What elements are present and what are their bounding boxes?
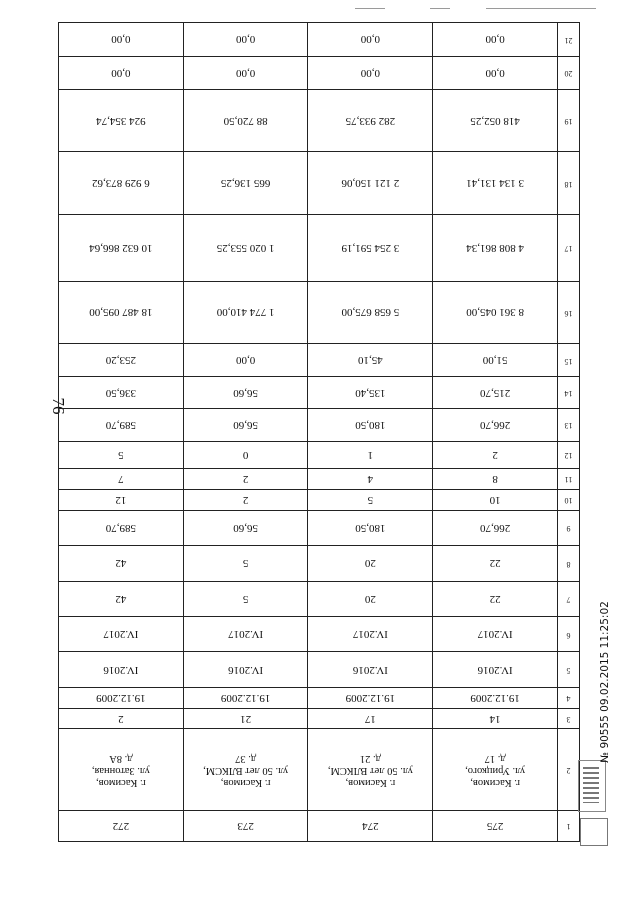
table-cell: 924 354,74 [59, 89, 184, 152]
column-number: 12 [558, 441, 580, 468]
table-cell: 5 [59, 441, 184, 468]
table-cell: IV.2017 [183, 616, 308, 651]
address-cell [59, 729, 184, 810]
table-row [59, 469, 580, 490]
column-number: 14 [558, 377, 580, 408]
table-cell: 42 [59, 581, 184, 616]
table-row [59, 810, 580, 841]
address-line: ул. 50 лет ВЛКСМ, [203, 764, 289, 776]
stamp-text: № 90555 09.02.2015 11:25:02 [599, 601, 611, 763]
column-number: 16 [558, 281, 580, 344]
table-cell: 0,00 [59, 23, 184, 57]
table-cell: 0,00 [183, 23, 308, 57]
table-row [59, 214, 580, 281]
table-row [59, 489, 580, 510]
column-number: 4 [558, 687, 580, 708]
table-cell: IV.2017 [59, 616, 184, 651]
address-line: г. Касимов, [220, 776, 271, 788]
address-line: г. Касимов, [96, 776, 146, 788]
table-cell: 22 [433, 581, 558, 616]
table-cell: 273 [183, 810, 308, 841]
table-row [59, 546, 580, 581]
table-cell: 5 [183, 546, 308, 581]
address-line: ул. 50 лет ВЛКСМ, [327, 764, 413, 776]
table-cell: IV.2017 [433, 616, 558, 651]
table-cell: 88 720,50 [183, 89, 308, 152]
table-cell: IV.2016 [308, 652, 433, 687]
table-cell: 56,60 [183, 377, 308, 408]
table-cell: 3 134 131,41 [433, 152, 558, 215]
column-number: 18 [558, 152, 580, 215]
table-cell: 274 [308, 810, 433, 841]
address-line: д. 17 [484, 752, 506, 764]
page-number: 76 [49, 397, 68, 415]
table-cell: IV.2016 [183, 652, 308, 687]
table-row [59, 23, 580, 57]
table-cell: IV.2016 [433, 652, 558, 687]
address-line: д. 8А [109, 752, 133, 764]
table-cell: 2 [183, 469, 308, 490]
table-row [59, 729, 580, 810]
table-row [59, 344, 580, 377]
column-number: 21 [558, 23, 580, 57]
table-cell: IV.2016 [59, 652, 184, 687]
table-row [59, 377, 580, 408]
table-cell: 1 [308, 441, 433, 468]
table-cell: 17 [308, 708, 433, 729]
table-cell: 2 121 150,06 [308, 152, 433, 215]
table-cell: 19.12.2009 [183, 687, 308, 708]
column-number: 20 [558, 56, 580, 89]
table-row [59, 152, 580, 215]
table-cell: 2 [183, 489, 308, 510]
table-cell: 6 929 873,62 [59, 152, 184, 215]
registry-table [58, 22, 580, 842]
table-cell: 282 933,75 [308, 89, 433, 152]
column-number: 13 [558, 408, 580, 441]
column-number: 3 [558, 708, 580, 729]
table-cell: 0 [183, 441, 308, 468]
column-number: 19 [558, 89, 580, 152]
table-cell: 14 [433, 708, 558, 729]
table-cell: 21 [183, 708, 308, 729]
table-cell: 589,70 [59, 510, 184, 545]
column-number: 8 [558, 546, 580, 581]
column-number: 11 [558, 469, 580, 490]
table-cell: 665 136,25 [183, 152, 308, 215]
table-cell: 19.12.2009 [433, 687, 558, 708]
address-line: г. Касимов, [470, 776, 520, 788]
table-row [59, 408, 580, 441]
table-cell: 4 [308, 469, 433, 490]
column-number: 17 [558, 214, 580, 281]
table-cell: 10 632 866,64 [59, 214, 184, 281]
table-row [59, 708, 580, 729]
table-cell: 56,60 [183, 510, 308, 545]
column-number: 7 [558, 581, 580, 616]
table-cell: 0,00 [308, 56, 433, 89]
table-row [59, 687, 580, 708]
table-cell: 12 [59, 489, 184, 510]
table-cell: 5 658 675,00 [308, 281, 433, 344]
table-cell: 336,50 [59, 377, 184, 408]
scan-mark [355, 8, 385, 9]
table-row [59, 652, 580, 687]
address-cell [433, 729, 558, 810]
table-cell: 135,40 [308, 377, 433, 408]
column-number: 6 [558, 616, 580, 651]
table-row [59, 441, 580, 468]
address-line: ул. Затонная, [91, 764, 150, 776]
address-line: д. 21 [359, 752, 381, 764]
table-row [59, 89, 580, 152]
table-cell: 22 [433, 546, 558, 581]
table-cell: 418 052,25 [433, 89, 558, 152]
table-cell: 180,50 [308, 408, 433, 441]
table-cell: 0,00 [183, 56, 308, 89]
table-cell: 20 [308, 581, 433, 616]
table-cell: IV.2017 [308, 616, 433, 651]
table-cell: 0,00 [433, 56, 558, 89]
column-number: 2 [558, 729, 580, 810]
table-cell: 275 [433, 810, 558, 841]
address-cell [183, 729, 308, 810]
table-cell: 8 361 045,00 [433, 281, 558, 344]
table-cell: 7 [59, 469, 184, 490]
table-cell: 266,70 [433, 408, 558, 441]
table-cell: 42 [59, 546, 184, 581]
table-cell: 51,00 [433, 344, 558, 377]
table-cell: 0,00 [308, 23, 433, 57]
table-cell: 0,00 [433, 23, 558, 57]
address-line: ул. Урицкого, [465, 764, 526, 776]
column-number: 15 [558, 344, 580, 377]
table-cell: 8 [433, 469, 558, 490]
column-number: 1 [558, 810, 580, 841]
table-cell: 19.12.2009 [308, 687, 433, 708]
table-cell: 272 [59, 810, 184, 841]
table-cell: 4 808 861,34 [433, 214, 558, 281]
table-cell: 2 [59, 708, 184, 729]
table-row [59, 281, 580, 344]
column-number: 10 [558, 489, 580, 510]
table-cell: 56,60 [183, 408, 308, 441]
table-cell: 0,00 [59, 56, 184, 89]
scan-mark [486, 8, 596, 9]
table-cell: 20 [308, 546, 433, 581]
table-cell: 180,50 [308, 510, 433, 545]
table-cell: 5 [183, 581, 308, 616]
column-number: 9 [558, 510, 580, 545]
table-cell: 266,70 [433, 510, 558, 545]
table-row [59, 56, 580, 89]
table-cell: 10 [433, 489, 558, 510]
table-cell: 19.12.2009 [59, 687, 184, 708]
table-cell: 5 [308, 489, 433, 510]
table-cell: 1 774 410,00 [183, 281, 308, 344]
address-line: г. Касимов, [345, 776, 396, 788]
table-cell: 45,10 [308, 344, 433, 377]
table-cell: 3 254 591,19 [308, 214, 433, 281]
table-cell: 1 020 553,25 [183, 214, 308, 281]
address-line: д. 37 [235, 752, 257, 764]
scan-mark [430, 8, 450, 9]
table-cell: 215,70 [433, 377, 558, 408]
table-row [59, 616, 580, 651]
table-cell: 253,20 [59, 344, 184, 377]
table-row [59, 510, 580, 545]
table-row [59, 581, 580, 616]
column-number: 5 [558, 652, 580, 687]
table-cell: 18 487 095,00 [59, 281, 184, 344]
address-cell [308, 729, 433, 810]
table-cell: 2 [433, 441, 558, 468]
table-cell: 0,00 [183, 344, 308, 377]
table-cell: 589,70 [59, 408, 184, 441]
stamp-box [580, 818, 608, 846]
